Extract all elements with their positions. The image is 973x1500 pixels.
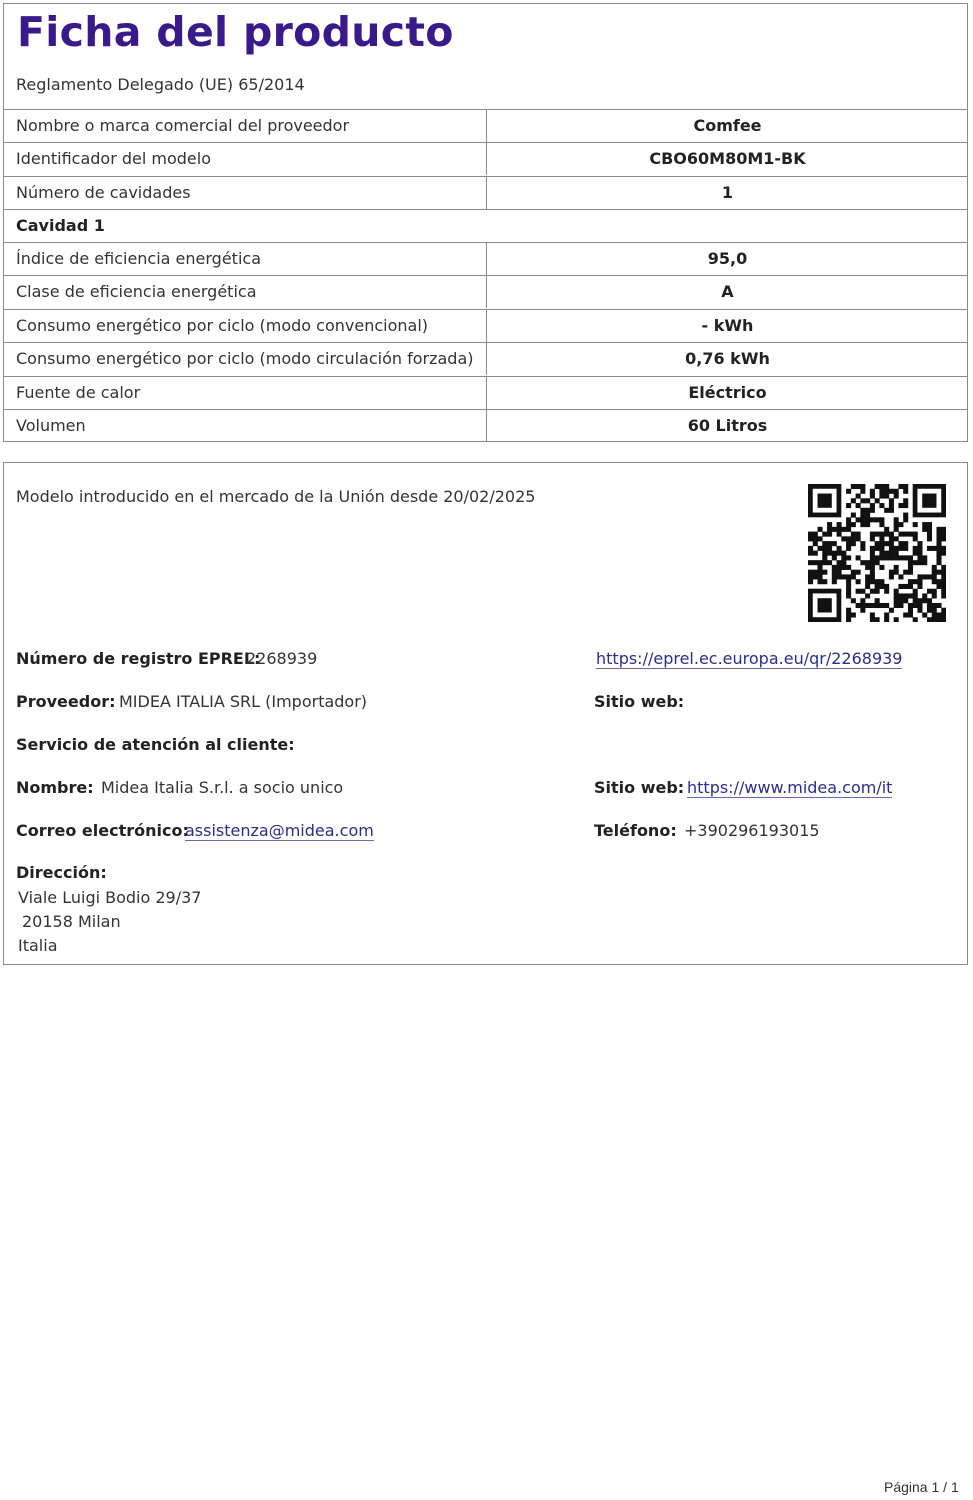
row-label: Número de cavidades bbox=[16, 183, 191, 202]
page-number: Página 1 / 1 bbox=[884, 1479, 959, 1495]
eprel-number: 2268939 bbox=[246, 649, 318, 668]
row-volume bbox=[4, 409, 967, 442]
row-value: 60 Litros bbox=[486, 410, 968, 442]
qr-code[interactable] bbox=[808, 484, 946, 622]
customer-service-label: Servicio de atención al cliente: bbox=[16, 735, 295, 754]
row-label: Clase de eficiencia energética bbox=[16, 282, 257, 301]
website2-label: Sitio web: bbox=[594, 778, 685, 797]
supplier-value: MIDEA ITALIA SRL (Importador) bbox=[119, 692, 368, 711]
row-value: Eléctrico bbox=[486, 377, 968, 409]
name-label: Nombre: bbox=[16, 778, 94, 797]
row-consumption-forced bbox=[4, 342, 967, 375]
row-value: 1 bbox=[486, 177, 968, 209]
row-label: Fuente de calor bbox=[16, 383, 141, 402]
row-efficiency-index bbox=[4, 242, 967, 275]
page-title: Ficha del producto bbox=[17, 8, 454, 56]
row-label: Consumo energético por ciclo (modo circulación forzada) bbox=[16, 349, 474, 368]
website-label: Sitio web: bbox=[594, 692, 685, 711]
website2-link[interactable]: https://www.midea.com/it bbox=[687, 778, 893, 797]
row-supplier-brand bbox=[4, 109, 967, 142]
row-value: Comfee bbox=[486, 110, 968, 142]
eprel-link[interactable]: https://eprel.ec.europa.eu/qr/2268939 bbox=[596, 649, 903, 668]
row-cavity-heading bbox=[4, 209, 967, 242]
row-label: Consumo energético por ciclo (modo convencional) bbox=[16, 316, 429, 335]
supplier-info-box bbox=[3, 462, 968, 965]
supplier-label: Proveedor: bbox=[16, 692, 116, 711]
phone-label: Teléfono: bbox=[594, 821, 677, 840]
row-label: Volumen bbox=[16, 416, 86, 435]
phone-value: +390296193015 bbox=[684, 821, 820, 840]
product-sheet-table bbox=[3, 3, 968, 442]
row-label: Índice de eficiencia energética bbox=[16, 249, 261, 268]
row-label: Nombre o marca comercial del proveedor bbox=[16, 116, 350, 135]
regulation-text: Reglamento Delegado (UE) 65/2014 bbox=[16, 75, 305, 94]
email-label: Correo electrónico: bbox=[16, 821, 189, 840]
row-cavities bbox=[4, 176, 967, 209]
email-link[interactable]: assistenza@midea.com bbox=[185, 821, 374, 840]
row-value: CBO60M80M1-BK bbox=[486, 143, 968, 175]
row-value: 95,0 bbox=[486, 243, 968, 275]
row-value: 0,76 kWh bbox=[486, 343, 968, 375]
market-intro-text: Modelo introducido en el mercado de la Unión desde 20/02/2025 bbox=[16, 487, 536, 506]
row-value: - kWh bbox=[486, 310, 968, 342]
address-line-1: Viale Luigi Bodio 29/37 bbox=[18, 888, 202, 907]
eprel-label: Número de registro EPREL: bbox=[16, 649, 261, 668]
row-value: A bbox=[486, 276, 968, 308]
row-consumption-conventional bbox=[4, 309, 967, 342]
row-efficiency-class bbox=[4, 275, 967, 308]
address-label: Dirección: bbox=[16, 863, 107, 882]
row-model-id bbox=[4, 142, 967, 175]
name-value: Midea Italia S.r.l. a socio unico bbox=[101, 778, 344, 797]
row-label: Identificador del modelo bbox=[16, 149, 212, 168]
row-heat-source bbox=[4, 376, 967, 409]
address-line-3: Italia bbox=[18, 936, 58, 955]
cavity-heading: Cavidad 1 bbox=[16, 216, 105, 235]
address-line-2: 20158 Milan bbox=[22, 912, 121, 931]
